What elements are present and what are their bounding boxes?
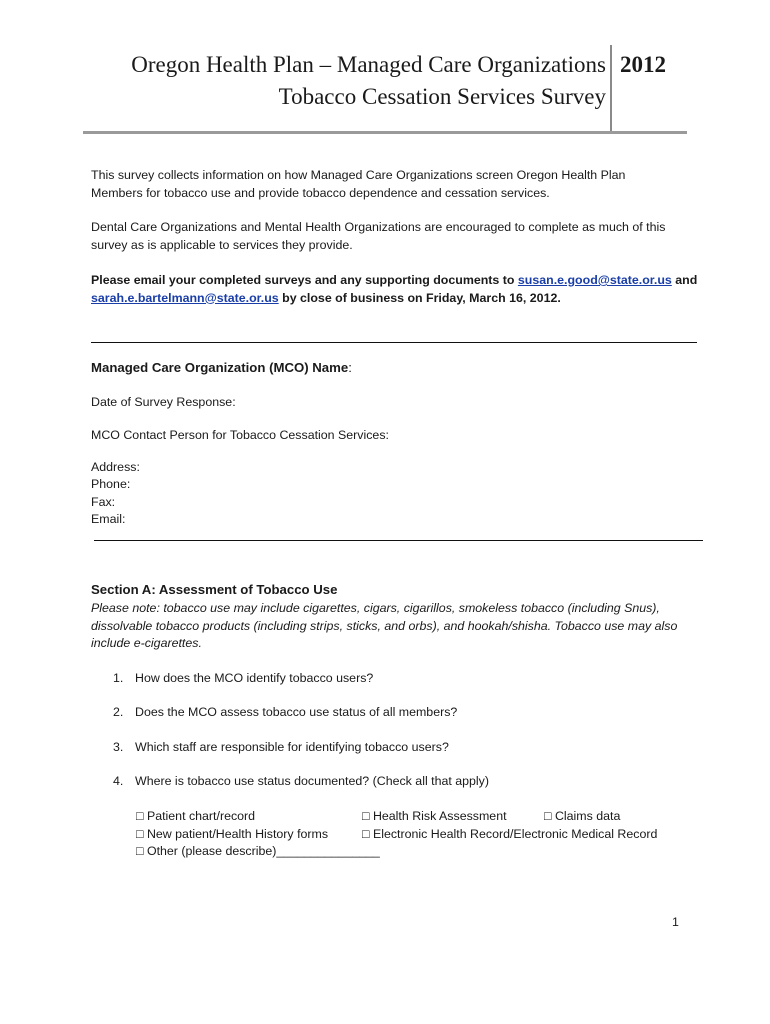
option-patient-chart[interactable]	[136, 808, 255, 826]
submission-text-prefix: Please email your completed surveys and any supporting documents to	[91, 273, 518, 287]
section-a-heading: Section A: Assessment of Tobacco Use	[91, 582, 338, 597]
checkbox-icon[interactable]: □	[544, 809, 552, 823]
question-3	[113, 739, 449, 757]
question-text: Does the MCO assess tobacco use status of all members?	[135, 705, 458, 719]
submission-instructions	[91, 272, 701, 307]
option-label: Electronic Health Record/Electronic Medical Record	[372, 827, 658, 841]
question-number: 2.	[113, 705, 124, 719]
email-link-susan[interactable]: susan.e.good@state.or.us	[517, 273, 672, 287]
email-label: Email:	[91, 512, 126, 526]
email-link-sarah[interactable]: sarah.e.bartelmann@state.or.us	[91, 290, 279, 305]
mco-name-label-text: Managed Care Organization (MCO) Name	[91, 360, 349, 375]
checkbox-icon[interactable]: □	[362, 827, 370, 841]
option-label: New patient/Health History forms	[146, 827, 329, 841]
title-line-1: Oregon Health Plan – Managed Care Organizations	[131, 52, 606, 77]
option-ehr-emr[interactable]	[362, 826, 657, 844]
title-line-2: Tobacco Cessation Services Survey	[278, 84, 606, 109]
question-1	[113, 670, 373, 688]
submission-text-and: and	[671, 273, 698, 287]
date-of-response-label: Date of Survey Response:	[91, 395, 236, 409]
section-rule-1	[91, 342, 697, 343]
title-divider-vertical	[610, 45, 612, 133]
page-number: 1	[672, 915, 679, 929]
option-label: Patient chart/record	[146, 809, 256, 823]
question-number: 1.	[113, 671, 124, 685]
option-label: Health Risk Assessment	[372, 809, 507, 823]
option-claims-data[interactable]	[544, 808, 620, 826]
question-number: 3.	[113, 740, 124, 754]
address-label: Address:	[91, 460, 140, 474]
option-label: Other (please describe)_______________	[146, 844, 380, 858]
question-text: How does the MCO identify tobacco users?	[135, 671, 374, 685]
contact-person-label: MCO Contact Person for Tobacco Cessation Services:	[91, 428, 389, 442]
question-text: Which staff are responsible for identifying tobacco users?	[135, 740, 449, 754]
section-rule-2	[94, 540, 703, 541]
checkbox-icon[interactable]: □	[136, 827, 144, 841]
option-health-risk-assessment[interactable]	[362, 808, 507, 826]
survey-year: 2012	[620, 52, 666, 77]
intro-paragraph-1: This survey collects information on how Managed Care Organizations screen Oregon Health Plan Members for tobacco use and provide tobacco dependence and cessation services.	[91, 168, 626, 200]
option-label: Claims data	[554, 809, 621, 823]
section-a-note: Please note: tobacco use may include cigarettes, cigars, cigarillos, smokeless tobacco (including Snus), dissolvable tobacco products (including strips, sticks, and orbs), and hookah/shisha. Tobacco use may also include e-cigarettes.	[91, 601, 678, 650]
checkbox-icon[interactable]: □	[136, 844, 144, 858]
mco-name-label	[91, 360, 352, 375]
intro-paragraph-2: Dental Care Organizations and Mental Health Organizations are encouraged to complete as much of this survey as is applicable to services they provide.	[91, 220, 666, 252]
checkbox-icon[interactable]: □	[362, 809, 370, 823]
question-4	[113, 773, 489, 791]
question-text: Where is tobacco use status documented? (Check all that apply)	[135, 774, 490, 788]
mco-name-colon: :	[348, 360, 352, 375]
question-2	[113, 704, 457, 722]
phone-label: Phone:	[91, 477, 131, 491]
option-new-patient-forms[interactable]	[136, 826, 328, 844]
fax-label: Fax:	[91, 495, 116, 509]
question-number: 4.	[113, 774, 124, 788]
checkbox-icon[interactable]: □	[136, 809, 144, 823]
header-rule	[83, 131, 687, 134]
option-other[interactable]	[136, 843, 380, 861]
submission-text-suffix: by close of business on Friday, March 16, 2012.	[278, 290, 561, 305]
